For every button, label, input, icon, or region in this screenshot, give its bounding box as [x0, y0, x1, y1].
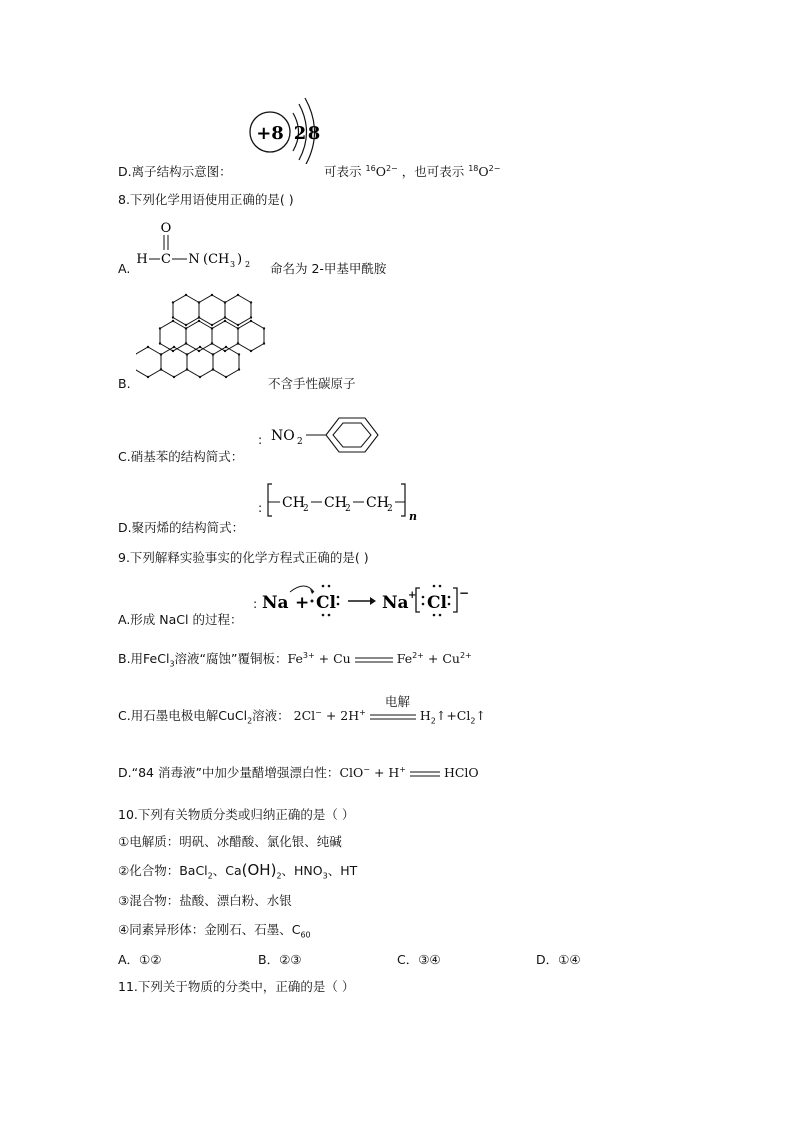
carbon-atom-dot: [263, 327, 265, 329]
electrolysis-equals: [370, 713, 416, 721]
carbon-atom-dot: [211, 342, 213, 344]
struct-sub-3: 3: [230, 260, 236, 269]
struct-methyl-group: (CH: [203, 252, 230, 267]
q9-c-h2-sub: 2: [430, 716, 436, 726]
q9-b-fe2-charge: 2+: [412, 650, 424, 660]
q8-c-label: C.硝基苯的结构简式：: [118, 449, 244, 464]
ion-symbol-2: O: [478, 164, 489, 179]
carbon-atom-dot: [224, 350, 226, 352]
ion-structure-diagram: [244, 94, 324, 164]
q8-c-colon: :: [258, 432, 263, 447]
carbon-atom-dot: [160, 353, 162, 355]
q9-b-sub: 3: [169, 659, 175, 669]
polymer-n: n: [409, 510, 417, 522]
polymer-ch2-3: CH: [366, 495, 389, 511]
nitro-group: NO: [271, 428, 295, 444]
shell-2-electrons: 8: [307, 123, 321, 144]
q7-tail-pre: 可表示: [324, 164, 362, 179]
ion-charge-2: 2−: [488, 163, 501, 173]
q9-c-cl: 2Cl: [293, 708, 316, 723]
formamide-structure: [134, 220, 264, 272]
q10-option-c: C．③④: [397, 952, 441, 967]
ion-charge-1: 2−: [385, 163, 398, 173]
carbon-atom-dot: [172, 320, 174, 322]
carbon-atom-dot: [250, 350, 252, 352]
na-ion-charge: +: [408, 590, 417, 601]
carbon-atom-dot: [211, 327, 213, 329]
carbon-atom-dot: [147, 346, 149, 348]
hexagon-ring: [225, 295, 251, 325]
polymer-sub-2: 2: [345, 504, 351, 514]
q9-c-up: ↑: [475, 708, 486, 723]
q9-c-pre: C.用石墨电极电解CuCl: [118, 708, 248, 723]
polymer-sub-3: 2: [387, 504, 393, 514]
carbon-atom-dot: [172, 301, 174, 303]
carbon-atom-dot: [250, 316, 252, 318]
carbon-atom-dot: [198, 301, 200, 303]
q7-tail-mid: ，也可表示: [401, 164, 465, 179]
carbon-atom-dot: [185, 327, 187, 329]
carbon-atom-dot: [186, 353, 188, 355]
q10-item2-sub-3: 3: [322, 871, 328, 881]
q9-c-condition: 电解: [385, 694, 411, 709]
isotope-18-mass: 18: [468, 163, 479, 173]
q9-c-h-charge: +: [359, 707, 366, 717]
carbon-atom-dot: [159, 327, 161, 329]
polymer-structure: [264, 482, 424, 522]
q10-item2-oh: (OH): [241, 861, 277, 879]
carbon-atom-dot: [198, 350, 200, 352]
q10-item-2: [118, 862, 357, 879]
shell-1-electrons: 2: [293, 123, 307, 144]
carbon-atom-dot: [224, 320, 226, 322]
polymer-ch2-2: CH: [324, 495, 347, 511]
q9-d-hclo: HClO: [443, 765, 479, 780]
struct-hydrogen: H: [136, 252, 148, 267]
q8-a-label: A.: [118, 261, 131, 276]
carbon-atom-dot: [237, 342, 239, 344]
q9-c-cl-charge: −: [315, 707, 322, 717]
q9-question: 9.下列解释实验事实的化学方程式正确的是( ): [118, 550, 369, 565]
carbon-atom-dot: [237, 327, 239, 329]
q10-item2-mid2: 、HNO: [281, 863, 323, 878]
q9-b-cu2: + Cu: [427, 651, 460, 666]
carbon-atom-dot: [225, 346, 227, 348]
carbon-atom-dot: [211, 294, 213, 296]
q8-question: 8.下列化学用语使用正确的是( ): [118, 192, 294, 207]
q9-b-fe3-charge: 3+: [302, 650, 315, 660]
q9-d-h-charge: +: [399, 764, 406, 774]
q9-b-mid: 溶液“腐蚀”覆铜板：: [174, 651, 288, 666]
carbon-atom-dot: [237, 324, 239, 326]
q10-item2-sub-b: 2: [276, 871, 282, 881]
hexagon-sheet: [136, 292, 270, 384]
carbon-atom-dot: [212, 353, 214, 355]
q9-a-colon: :: [253, 596, 258, 611]
cl-ion: Cl: [427, 593, 447, 613]
q9-b-fe3: Fe: [287, 651, 303, 666]
carbon-atom-dot: [198, 316, 200, 318]
q9-a-label: A.形成 NaCl 的过程：: [118, 612, 243, 627]
q9-option-b: [118, 651, 472, 667]
na-atom: Na: [262, 593, 289, 613]
carbon-atom-dot: [237, 294, 239, 296]
struct-carbon: C: [161, 252, 171, 267]
carbon-atom-dot: [263, 342, 265, 344]
carbon-atom-dot: [159, 342, 161, 344]
q10-option-b: B．②③: [258, 952, 302, 967]
nacl-formation-diagram: [260, 580, 474, 620]
q10-option-d: D．①④: [536, 952, 581, 967]
q9-b-pre: B.用FeCl: [118, 651, 170, 666]
carbon-atom-dot: [186, 368, 188, 370]
equals-sign-d: [410, 770, 440, 778]
carbon-atom-dot: [173, 346, 175, 348]
equals-sign: [355, 656, 393, 664]
carbon-atom-dot: [185, 342, 187, 344]
q7-d-label: D.离子结构示意图：: [118, 164, 232, 179]
nucleus-charge: +8: [256, 123, 284, 144]
q9-d-clo: ClO: [339, 765, 364, 780]
cl-ion-charge: −: [459, 586, 470, 600]
ion-structure-svg: [244, 94, 324, 164]
q10-item-4: [118, 922, 311, 938]
q8-d-colon: :: [258, 500, 263, 515]
polymer-svg: [264, 482, 424, 522]
q8-b-tail: 不含手性碳原子: [268, 376, 356, 391]
carbon-atom-dot: [211, 324, 213, 326]
nacl-formation-svg: [260, 580, 474, 620]
carbon-atom-dot: [173, 376, 175, 378]
carbon-atom-dot: [198, 320, 200, 322]
q7-option-d: [118, 164, 232, 180]
carbon-atom-dot: [147, 376, 149, 378]
polymer-sub-1: 2: [303, 504, 309, 514]
carbon-atom-dot: [160, 368, 162, 370]
struct-sub-2: 2: [245, 260, 251, 269]
cl-atom: Cl: [316, 593, 336, 613]
carbon-atom-dot: [250, 320, 252, 322]
carbon-atom-dot: [199, 376, 201, 378]
isotope-16-mass: 16: [365, 163, 376, 173]
q10-item2-mid: 、Ca: [212, 863, 242, 878]
q9-c-cl2: ↑+Cl: [435, 708, 471, 723]
nitrobenzene-svg: [268, 414, 398, 460]
polymer-ch2-1: CH: [282, 495, 305, 511]
struct-nitrogen: N: [188, 252, 200, 267]
q7-option-d-tail: [324, 164, 500, 180]
hexagon-ring: [136, 347, 161, 377]
q9-option-c: [118, 708, 486, 724]
q8-a-tail: 命名为 2-甲基甲酰胺: [270, 261, 387, 276]
q9-option-d: [118, 765, 479, 781]
q9-b-fe2: Fe: [396, 651, 413, 666]
q9-c-cl2-sub: 2: [470, 716, 476, 726]
hexagon-ring: [238, 321, 264, 351]
q10-item4-pre: ④同素异形体：金刚石、石墨、C: [118, 922, 301, 937]
plus-sign: +: [295, 593, 310, 613]
hexagon-ring: [173, 295, 199, 325]
q9-b-cu2-charge: 2+: [459, 650, 472, 660]
nitrobenzene-structure: [268, 414, 398, 460]
q10-item-1: ①电解质：明矾、冰醋酸、氯化银、纯碱: [118, 834, 342, 849]
carbon-atom-dot: [238, 368, 240, 370]
carbon-atom-dot: [185, 324, 187, 326]
q9-c-mid: 溶液：: [252, 708, 290, 723]
q9-b-cu: + Cu: [318, 651, 351, 666]
q11-question: 11.下列关于物质的分类中，正确的是（ ）: [118, 979, 355, 994]
struct-oxygen: O: [160, 221, 172, 236]
q10-item2-end: 、HT: [327, 863, 358, 878]
q10-item2-pre: ②化合物：BaCl: [118, 863, 208, 878]
carbon-atom-dot: [224, 316, 226, 318]
ion-symbol-1: O: [375, 164, 386, 179]
q10-option-a: A．①②: [118, 952, 162, 967]
q9-d-text: D.“84 消毒液”中加少量醋增强漂白性：: [118, 765, 340, 780]
q9-c-sub: 2: [247, 716, 253, 726]
carbon-atom-dot: [185, 294, 187, 296]
carbon-atom-dot: [172, 350, 174, 352]
q9-c-h: + 2H: [325, 708, 360, 723]
carbon-atom-dot: [224, 301, 226, 303]
q10-item4-sub: 60: [300, 930, 311, 940]
q8-b-label: B.: [118, 376, 131, 391]
carbon-atom-dot: [225, 376, 227, 378]
q9-c-h2: H: [419, 708, 431, 723]
carbon-atom-dot: [238, 353, 240, 355]
q9-d-clo-charge: −: [363, 764, 370, 774]
carbon-atom-dot: [199, 346, 201, 348]
formamide-svg: [134, 220, 264, 272]
q9-d-h: + H: [373, 765, 400, 780]
carbon-atom-dot: [250, 301, 252, 303]
na-ion: Na: [382, 593, 409, 613]
carbon-atom-dot: [172, 316, 174, 318]
struct-close-paren: ): [237, 252, 243, 267]
carbon-atom-dot: [212, 368, 214, 370]
q8-d-label: D.聚丙烯的结构简式：: [118, 520, 245, 535]
nitro-sub: 2: [297, 437, 303, 447]
q10-item2-sub-a: 2: [207, 871, 213, 881]
q10-item-3: ③混合物：盐酸、漂白粉、水银: [118, 893, 292, 908]
q10-question: 10.下列有关物质分类或归纳正确的是（ ）: [118, 807, 355, 822]
hexagon-ring: [199, 295, 225, 325]
hexagon-sheet-svg: [136, 292, 270, 384]
